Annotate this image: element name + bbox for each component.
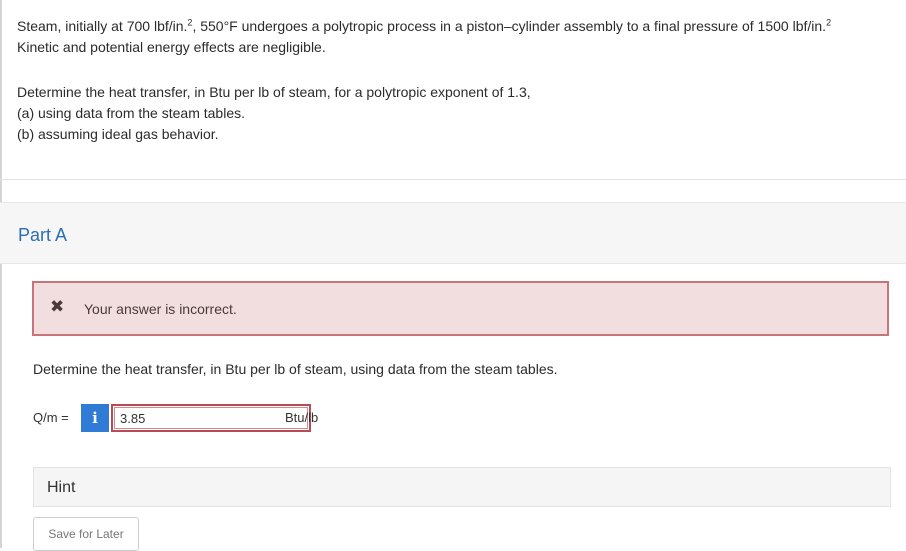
alert-message: Your answer is incorrect. [84,301,237,317]
problem-text-1b: , 550°F undergoes a polytropic process in a piston–cylinder assembly to a final pressure of 1500 lbf/in. [192,18,827,34]
answer-input[interactable] [111,404,311,432]
incorrect-alert [32,281,889,336]
part-title[interactable]: Part A [18,225,68,245]
problem-line-3: Determine the heat transfer, in Btu per lb of steam, for a polytropic exponent of 1.3, [17,84,531,100]
superscript-2: 2 [187,17,193,28]
units-label: Btu/lb [285,410,319,425]
info-icon[interactable]: i [81,404,109,432]
problem-line-4: (a) using data from the steam tables. [17,105,245,121]
problem-line-1 [17,16,906,37]
superscript-2b: 2 [826,17,832,28]
part-header[interactable] [0,202,906,264]
question-prompt: Determine the heat transfer, in Btu per lb of steam, using data from the steam tables. [33,361,558,377]
hint-panel[interactable] [33,467,891,507]
answer-label: Q/m = [33,410,69,425]
problem-line-2: Kinetic and potential energy effects are negligible. [17,39,326,55]
close-x-icon: ✖ [50,297,65,316]
problem-statement [0,0,906,180]
answer-row [33,404,433,432]
problem-line-5: (b) assuming ideal gas behavior. [17,126,219,142]
hint-label[interactable]: Hint [47,479,76,496]
save-for-later-button[interactable]: Save for Later [33,517,139,551]
problem-text-1a: Steam, initially at 700 lbf/in. [17,18,188,34]
